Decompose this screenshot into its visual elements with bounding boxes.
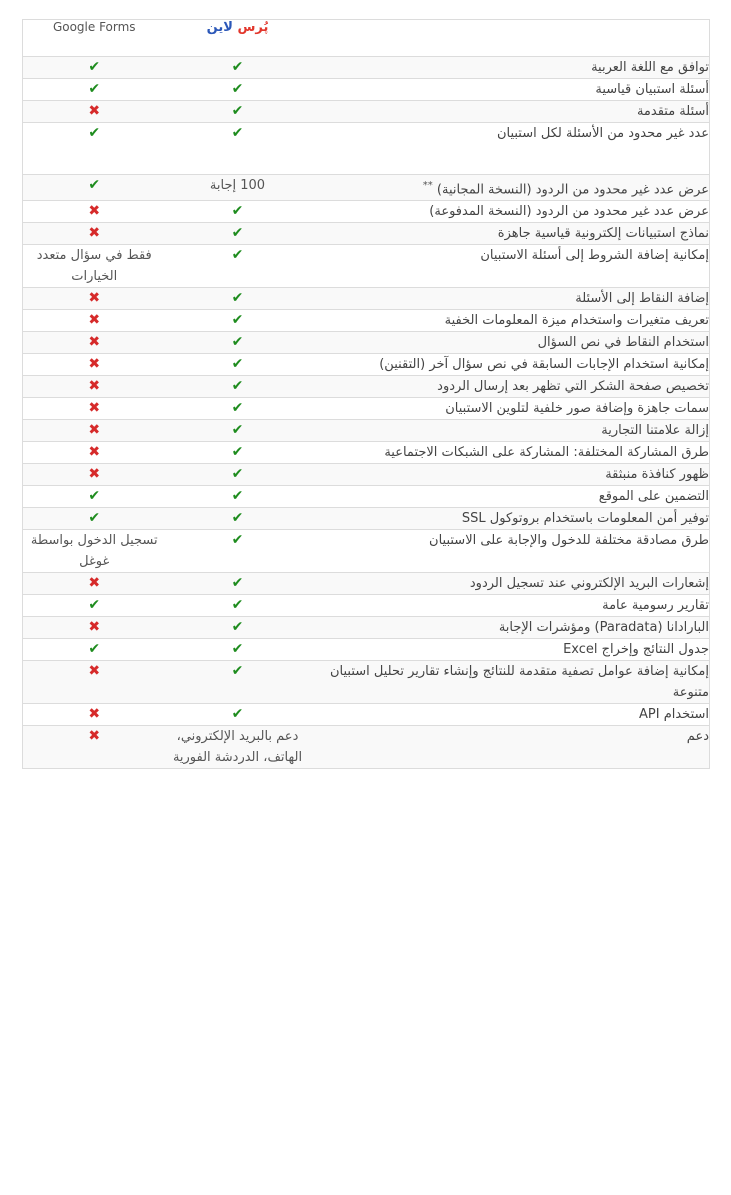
feature-label: دعم (686, 729, 709, 745)
cross-icon: ✖ (88, 466, 101, 483)
cross-icon: ✖ (88, 706, 101, 723)
feature-cell (310, 123, 710, 175)
google-forms-cell (23, 201, 166, 223)
check-icon: ✔ (231, 706, 244, 723)
cross-icon: ✖ (88, 225, 101, 242)
google-forms-cell (23, 464, 166, 486)
header-google-forms: Google Forms (23, 20, 166, 57)
check-icon: ✔ (231, 247, 244, 264)
cross-icon: ✖ (88, 203, 101, 220)
comparison-table-wrapper (22, 19, 709, 769)
table-row (23, 288, 710, 310)
google-forms-cell (23, 123, 166, 175)
feature-cell (310, 573, 710, 595)
feature-label: تخصيص صفحة الشكر التي تظهر بعد إرسال الردود (437, 379, 709, 395)
google-forms-cell (23, 704, 166, 726)
feature-label: عرض عدد غير محدود من الردود (النسخة المدفوعة) (429, 204, 709, 220)
presslayn-cell (166, 464, 310, 486)
feature-label: استخدام النقاط في نص السؤال (537, 335, 709, 351)
feature-cell (310, 201, 710, 223)
feature-cell (310, 704, 710, 726)
check-icon: ✔ (231, 466, 244, 483)
presslayn-cell (166, 310, 310, 332)
google-forms-cell (23, 79, 166, 101)
check-icon: ✔ (231, 334, 244, 351)
comparison-table (22, 19, 710, 769)
cross-icon: ✖ (88, 356, 101, 373)
table-row (23, 442, 710, 464)
table-row (23, 376, 710, 398)
feature-label: إزالة علامتنا التجارية (601, 423, 709, 439)
feature-label: جدول النتائج وإخراج Excel (563, 642, 709, 658)
presslayn-cell (166, 508, 310, 530)
presslayn-cell (166, 398, 310, 420)
feature-label: طرق المشاركة المختلفة: المشاركة على الشبكات الاجتماعية (384, 445, 709, 461)
brand-part-1: پُرس (237, 20, 269, 35)
check-icon: ✔ (231, 488, 244, 505)
google-forms-cell (23, 354, 166, 376)
feature-label: توفير أمن المعلومات باستخدام بروتوكول SSL (461, 511, 709, 527)
feature-label: عرض عدد غير محدود من الردود (النسخة المجانية) (436, 182, 709, 198)
presslayn-cell (166, 595, 310, 617)
value-text: تسجيل الدخول بواسطة غوغل (30, 533, 158, 570)
feature-cell (310, 310, 710, 332)
feature-label: توافق مع اللغة العربية (591, 60, 709, 75)
table-row (23, 201, 710, 223)
google-forms-cell (23, 398, 166, 420)
feature-cell (310, 508, 710, 530)
cross-icon: ✖ (88, 312, 101, 329)
google-forms-cell (23, 530, 166, 573)
google-forms-cell (23, 726, 166, 769)
value-text: فقط في سؤال متعدد الخيارات (36, 248, 152, 285)
check-icon: ✔ (88, 81, 101, 97)
google-forms-cell (23, 508, 166, 530)
table-row (23, 101, 710, 123)
table-row (23, 79, 710, 101)
presslayn-cell (166, 332, 310, 354)
feature-cell (310, 354, 710, 376)
table-row (23, 123, 710, 175)
google-forms-cell (23, 101, 166, 123)
google-forms-cell (23, 223, 166, 245)
feature-label: إضافة النقاط إلى الأسئلة (575, 291, 709, 307)
table-row (23, 573, 710, 595)
google-forms-cell (23, 639, 166, 661)
presslayn-cell (166, 486, 310, 508)
table-row (23, 175, 710, 201)
feature-cell (310, 486, 710, 508)
table-row (23, 704, 710, 726)
presslayn-cell (166, 57, 310, 79)
footnote-mark: ** (422, 180, 433, 191)
google-forms-cell (23, 573, 166, 595)
table-row (23, 223, 710, 245)
table-row (23, 530, 710, 573)
presslayn-cell (166, 201, 310, 223)
cross-icon: ✖ (88, 290, 101, 307)
cross-icon: ✖ (88, 728, 101, 745)
feature-cell (310, 101, 710, 123)
check-icon: ✔ (88, 510, 101, 527)
check-icon: ✔ (88, 125, 101, 141)
table-row (23, 57, 710, 79)
table-row (23, 332, 710, 354)
presslayn-cell (166, 245, 310, 288)
cross-icon: ✖ (88, 619, 101, 636)
feature-cell (310, 245, 710, 288)
value-text: 100 إجابة (209, 178, 266, 193)
check-icon: ✔ (231, 125, 244, 141)
feature-label: أسئلة استبيان قياسية (595, 82, 709, 97)
presslayn-cell (166, 617, 310, 639)
presslayn-cell (166, 101, 310, 123)
cross-icon: ✖ (88, 400, 101, 417)
google-forms-cell (23, 376, 166, 398)
check-icon: ✔ (231, 444, 244, 461)
presslayn-cell (166, 530, 310, 573)
presslayn-cell (166, 442, 310, 464)
table-row (23, 486, 710, 508)
feature-cell (310, 530, 710, 573)
feature-cell (310, 288, 710, 310)
google-forms-cell (23, 245, 166, 288)
check-icon: ✔ (231, 510, 244, 527)
feature-label: إمكانية استخدام الإجابات السابقة في نص سؤال آخر (التقنين) (379, 357, 709, 373)
presslayn-cell (166, 704, 310, 726)
table-row (23, 617, 710, 639)
feature-label: سمات جاهزة وإضافة صور خلفية لتلوين الاستبيان (445, 401, 709, 417)
table-row (23, 464, 710, 486)
presslayn-cell (166, 223, 310, 245)
check-icon: ✔ (231, 378, 244, 395)
feature-label: التضمين على الموقع (598, 489, 709, 505)
feature-label: إمكانية إضافة عوامل تصفية متقدمة للنتائج وإنشاء تقارير تحليل استبيان متنوعة (329, 664, 709, 701)
check-icon: ✔ (231, 203, 244, 220)
cross-icon: ✖ (88, 334, 101, 351)
check-icon: ✔ (88, 59, 101, 75)
check-icon: ✔ (88, 597, 101, 614)
feature-cell (310, 639, 710, 661)
check-icon: ✔ (88, 488, 101, 505)
google-forms-cell (23, 617, 166, 639)
feature-label: أسئلة متقدمة (636, 104, 709, 119)
feature-cell (310, 175, 710, 201)
table-header-row (23, 20, 710, 57)
check-icon: ✔ (231, 532, 244, 549)
feature-cell (310, 595, 710, 617)
presslayn-cell (166, 354, 310, 376)
table-row (23, 508, 710, 530)
presslayn-cell (166, 288, 310, 310)
check-icon: ✔ (88, 641, 101, 658)
brand-part-2: لاين (206, 20, 233, 35)
feature-cell (310, 617, 710, 639)
check-icon: ✔ (231, 290, 244, 307)
google-forms-cell (23, 661, 166, 704)
cross-icon: ✖ (88, 378, 101, 395)
google-forms-cell (23, 332, 166, 354)
check-icon: ✔ (231, 641, 244, 658)
check-icon: ✔ (231, 81, 244, 97)
feature-label: عدد غير محدود من الأسئلة لكل استبيان (496, 126, 709, 141)
table-row (23, 726, 710, 769)
table-row (23, 639, 710, 661)
table-row (23, 661, 710, 704)
table-row (23, 595, 710, 617)
check-icon: ✔ (231, 663, 244, 680)
feature-cell (310, 79, 710, 101)
feature-cell (310, 332, 710, 354)
header-presslayn-logo (166, 20, 310, 57)
check-icon: ✔ (231, 422, 244, 439)
table-row (23, 398, 710, 420)
check-icon: ✔ (231, 356, 244, 373)
feature-label: طرق مصادقة مختلفة للدخول والإجابة على الاستبيان (429, 533, 709, 549)
cross-icon: ✖ (88, 663, 101, 680)
table-row (23, 420, 710, 442)
value-text: دعم بالبريد الإلكتروني، الهاتف، الدردشة الفورية (172, 729, 303, 766)
feature-label: إشعارات البريد الإلكتروني عند تسجيل الردود (469, 576, 709, 592)
google-forms-cell (23, 486, 166, 508)
feature-label: إمكانية إضافة الشروط إلى أسئلة الاستبيان (480, 248, 709, 264)
google-forms-cell (23, 595, 166, 617)
feature-cell (310, 442, 710, 464)
check-icon: ✔ (231, 312, 244, 329)
feature-cell (310, 420, 710, 442)
feature-cell (310, 398, 710, 420)
cross-icon: ✖ (88, 422, 101, 439)
google-forms-cell (23, 420, 166, 442)
table-row (23, 245, 710, 288)
feature-cell (310, 726, 710, 769)
google-forms-cell (23, 288, 166, 310)
feature-cell (310, 223, 710, 245)
table-row (23, 354, 710, 376)
cross-icon: ✖ (88, 444, 101, 461)
google-forms-cell (23, 442, 166, 464)
presslayn-cell (166, 573, 310, 595)
check-icon: ✔ (88, 177, 101, 193)
check-icon: ✔ (231, 59, 244, 75)
check-icon: ✔ (231, 225, 244, 242)
presslayn-cell (166, 123, 310, 175)
feature-cell (310, 57, 710, 79)
feature-label: نماذج استبيانات إلكترونية قياسية جاهزة (497, 226, 709, 242)
feature-label: استخدام API (638, 707, 709, 723)
google-forms-cell (23, 310, 166, 332)
check-icon: ✔ (231, 597, 244, 614)
feature-cell (310, 661, 710, 704)
feature-label: تقارير رسومية عامة (602, 598, 709, 614)
presslayn-cell (166, 420, 310, 442)
feature-cell (310, 464, 710, 486)
table-row (23, 310, 710, 332)
cross-icon: ✖ (88, 575, 101, 592)
presslayn-cell (166, 79, 310, 101)
google-forms-cell (23, 57, 166, 79)
table-body (23, 57, 710, 769)
check-icon: ✔ (231, 103, 244, 119)
check-icon: ✔ (231, 575, 244, 592)
cross-icon: ✖ (88, 103, 101, 119)
feature-label: البارادانا (Paradata) ومؤشرات الإجابة (498, 620, 709, 636)
presslayn-cell (166, 726, 310, 769)
presslayn-cell (166, 661, 310, 704)
feature-cell (310, 376, 710, 398)
presslayn-cell (166, 175, 310, 201)
feature-label: ظهور كنافذة منبثقة (605, 467, 709, 483)
feature-label: تعريف متغيرات واستخدام ميزة المعلومات الخفية (444, 313, 709, 329)
presslayn-cell (166, 376, 310, 398)
presslayn-cell (166, 639, 310, 661)
google-forms-cell (23, 175, 166, 201)
header-feature (310, 20, 710, 57)
check-icon: ✔ (231, 619, 244, 636)
check-icon: ✔ (231, 400, 244, 417)
